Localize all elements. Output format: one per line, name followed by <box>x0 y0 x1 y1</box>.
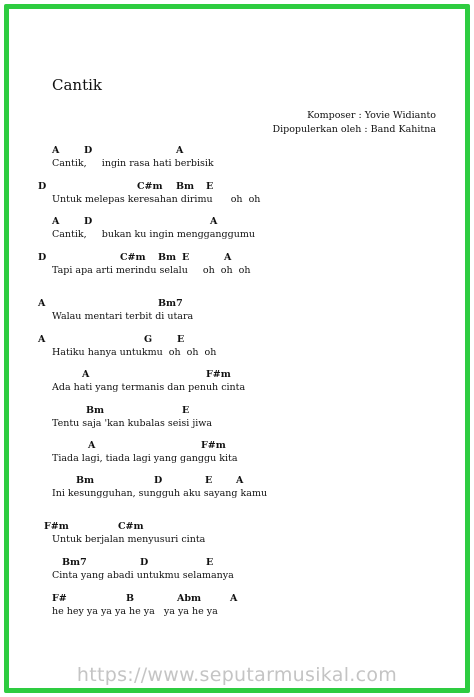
song-line <box>0 475 474 503</box>
chord: A <box>38 298 46 309</box>
chord: Bm <box>176 181 195 192</box>
chord: G <box>144 334 153 345</box>
chord: C#m <box>137 181 163 192</box>
chord: A <box>210 216 218 227</box>
composer-credit: Komposer : Yovie Widianto <box>307 110 436 121</box>
chord: D <box>84 216 93 227</box>
chord: A <box>230 593 238 604</box>
song-line <box>0 593 474 621</box>
chord: A <box>38 334 46 345</box>
chord: C#m <box>120 252 146 263</box>
chord: A <box>52 145 60 156</box>
chord: E <box>182 252 190 263</box>
song-line <box>0 440 474 468</box>
chord: B <box>126 593 135 604</box>
chord: C#m <box>118 521 144 532</box>
chord: E <box>182 405 190 416</box>
chord: D <box>38 252 47 263</box>
song-line <box>0 334 474 362</box>
song-line <box>0 298 474 326</box>
chord: A <box>176 145 184 156</box>
chord: Bm7 <box>158 298 183 309</box>
site-watermark: https://www.seputarmusikal.com <box>76 664 398 686</box>
lyric-line: Untuk melepas keresahan dirimu oh oh <box>52 194 261 205</box>
chord: A <box>52 216 60 227</box>
lyric-line: Ini kesungguhan, sungguh aku sayang kamu <box>52 488 268 499</box>
chord: E <box>206 181 214 192</box>
lyric-line: Tapi apa arti merindu selalu oh oh oh <box>52 265 251 276</box>
chord: Bm <box>86 405 105 416</box>
lyric-line: Walau mentari terbit di utara <box>52 311 194 322</box>
song-line <box>0 145 474 173</box>
song-line <box>0 216 474 244</box>
chord: F#m <box>201 440 226 451</box>
chord: E <box>205 475 213 486</box>
chord: Bm <box>76 475 95 486</box>
chord: D <box>38 181 47 192</box>
song-title: Cantik <box>52 76 102 94</box>
lyric-line: Cantik, ingin rasa hati berbisik <box>52 158 214 169</box>
song-line <box>0 405 474 433</box>
chord: F# <box>52 593 67 604</box>
chord: E <box>206 557 214 568</box>
lyric-line: Ada hati yang termanis dan penuh cinta <box>52 382 246 393</box>
chord: A <box>88 440 96 451</box>
chord: D <box>84 145 93 156</box>
chord: F#m <box>44 521 69 532</box>
lyric-line: Cantik, bukan ku ingin mengganggumu <box>52 229 255 240</box>
lyric-line: he hey ya ya ya he ya ya ya he ya <box>52 606 218 617</box>
chord: A <box>82 369 90 380</box>
chord: D <box>154 475 163 486</box>
lyric-line: Cinta yang abadi untukmu selamanya <box>52 570 234 581</box>
song-line <box>0 369 474 397</box>
song-line <box>0 521 474 549</box>
chord: E <box>177 334 185 345</box>
chord: A <box>236 475 244 486</box>
popularized-credit: Dipopulerkan oleh : Band Kahitna <box>272 124 436 135</box>
song-line <box>0 252 474 280</box>
song-line <box>0 181 474 209</box>
song-line <box>0 557 474 585</box>
chord: F#m <box>206 369 231 380</box>
lyric-line: Untuk berjalan menyusuri cinta <box>52 534 206 545</box>
chord: Bm7 <box>62 557 87 568</box>
chord: D <box>140 557 149 568</box>
chord: A <box>224 252 232 263</box>
lyric-line: Tentu saja 'kan kubalas seisi jiwa <box>52 418 213 429</box>
lyric-line: Hatiku hanya untukmu oh oh oh <box>52 347 217 358</box>
chord: Bm <box>158 252 177 263</box>
lyric-line: Tiada lagi, tiada lagi yang ganggu kita <box>52 453 238 464</box>
chord: Abm <box>177 593 202 604</box>
